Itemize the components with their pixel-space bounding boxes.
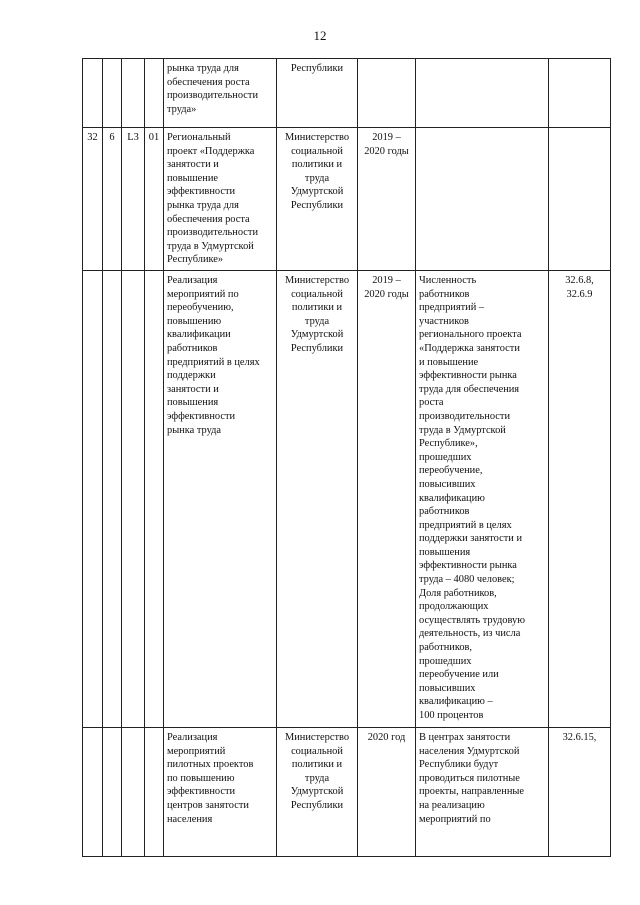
cell-code-2 bbox=[103, 728, 122, 857]
cell-indicator: Численность работников предприятий – участников регионального проекта «Поддержка занятости и повышение эффективности рынка труда для обеспечения роста производительности труда в Удмуртской Республике», прошедших переобучение, повысивших квалификацию работников предприятий в целях поддержки занятости и повышения эффективности рынка труда – 4080 человек; Доля работников, продолжающих осуществлять трудовую деятельность, из числа работников, прошедших переобучение или повысивших квалификацию – 100 процентов bbox=[416, 271, 549, 728]
cell-ref bbox=[549, 128, 611, 271]
page-number: 12 bbox=[313, 28, 327, 43]
cell-period: 2019 – 2020 годы bbox=[358, 271, 416, 728]
cell-code-2: 6 bbox=[103, 128, 122, 271]
cell-period bbox=[358, 59, 416, 128]
cell-executor: Министерство социальной политики и труда Удмуртской Республики bbox=[277, 128, 358, 271]
cell-code-1 bbox=[83, 59, 103, 128]
table-row bbox=[83, 59, 611, 128]
cell-code-1: 32 bbox=[83, 128, 103, 271]
cell-code-3: L3 bbox=[122, 128, 145, 271]
program-table bbox=[82, 58, 611, 857]
cell-code-3 bbox=[122, 59, 145, 128]
cell-code-1 bbox=[83, 271, 103, 728]
cell-code-4 bbox=[145, 271, 164, 728]
cell-indicator: В центрах занятости населения Удмуртской Республики будут проводиться пилотные проекты, направленные на реализацию мероприятий по bbox=[416, 728, 549, 857]
cell-code-4 bbox=[145, 728, 164, 857]
cell-period: 2020 год bbox=[358, 728, 416, 857]
cell-executor: Министерство социальной политики и труда Удмуртской Республики bbox=[277, 728, 358, 857]
cell-name: рынка труда для обеспечения роста производительности труда» bbox=[164, 59, 277, 128]
table-row bbox=[83, 271, 611, 728]
cell-ref: 32.6.8, 32.6.9 bbox=[549, 271, 611, 728]
cell-ref bbox=[549, 59, 611, 128]
table-row bbox=[83, 128, 611, 271]
cell-code-2 bbox=[103, 271, 122, 728]
cell-executor: Министерство социальной политики и труда Удмуртской Республики bbox=[277, 271, 358, 728]
cell-code-4: 01 bbox=[145, 128, 164, 271]
cell-code-4 bbox=[145, 59, 164, 128]
cell-code-2 bbox=[103, 59, 122, 128]
cell-code-1 bbox=[83, 728, 103, 857]
cell-indicator bbox=[416, 59, 549, 128]
cell-code-3 bbox=[122, 728, 145, 857]
cell-indicator bbox=[416, 128, 549, 271]
table-row bbox=[83, 728, 611, 857]
cell-code-3 bbox=[122, 271, 145, 728]
cell-ref: 32.6.15, bbox=[549, 728, 611, 857]
cell-executor: Республики bbox=[277, 59, 358, 128]
cell-name: Региональный проект «Поддержка занятости и повышение эффективности рынка труда для обеспечения роста производительности труда в Удмуртской Республике» bbox=[164, 128, 277, 271]
cell-period: 2019 – 2020 годы bbox=[358, 128, 416, 271]
cell-name: Реализация мероприятий пилотных проектов по повышению эффективности центров занятости населения bbox=[164, 728, 277, 857]
cell-name: Реализация мероприятий по переобучению, повышению квалификации работников предприятий в целях поддержки занятости и повышения эффективности рынка труда bbox=[164, 271, 277, 728]
